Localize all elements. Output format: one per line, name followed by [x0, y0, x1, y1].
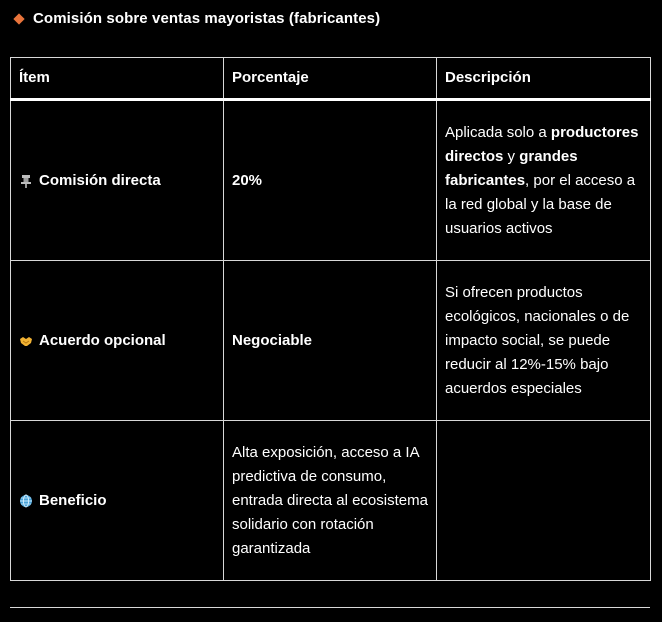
description-text: y: [503, 147, 520, 165]
cell-description: [437, 421, 651, 581]
header-item: Ítem: [11, 58, 224, 100]
section-heading-text: Comisión sobre ventas mayoristas (fabricantes): [33, 10, 381, 27]
cell-description: Si ofrecen productos ecológicos, nacionales o de impacto social, se puede reducir al 12%-15% bajo acuerdos especiales: [437, 261, 651, 421]
globe-icon: [19, 494, 33, 508]
description-bold: productores directos: [445, 123, 639, 165]
handshake-icon: [19, 334, 33, 348]
header-percentage: Porcentaje: [224, 58, 437, 100]
description-bold: grandes fabricantes: [445, 147, 578, 189]
cell-description: [437, 100, 651, 261]
description-text: , por el acceso a la red global y la base de usuarios activos: [445, 171, 636, 237]
cell-percentage: Alta exposición, acceso a IA predictiva de consumo, entrada directa al ecosistema solidario con rotación garantizada: [224, 421, 437, 581]
diamond-icon: [13, 13, 24, 24]
item-label: Beneficio: [39, 491, 107, 509]
commission-table: [10, 57, 651, 581]
cell-item: [11, 421, 224, 581]
section-heading: [14, 10, 380, 27]
table-row: [11, 100, 651, 261]
cell-item: [11, 261, 224, 421]
header-description: Descripción: [437, 58, 651, 100]
description-text: Aplicada solo a: [445, 123, 551, 141]
cell-item: [11, 100, 224, 261]
pin-icon: [19, 174, 33, 188]
table-row: [11, 261, 651, 421]
item-label: Acuerdo opcional: [39, 331, 166, 349]
table-row: [11, 421, 651, 581]
divider: [10, 607, 650, 608]
cell-percentage: Negociable: [224, 261, 437, 421]
item-label: Comisión directa: [39, 171, 161, 189]
cell-percentage: 20%: [224, 100, 437, 261]
table-header-row: [11, 58, 651, 100]
